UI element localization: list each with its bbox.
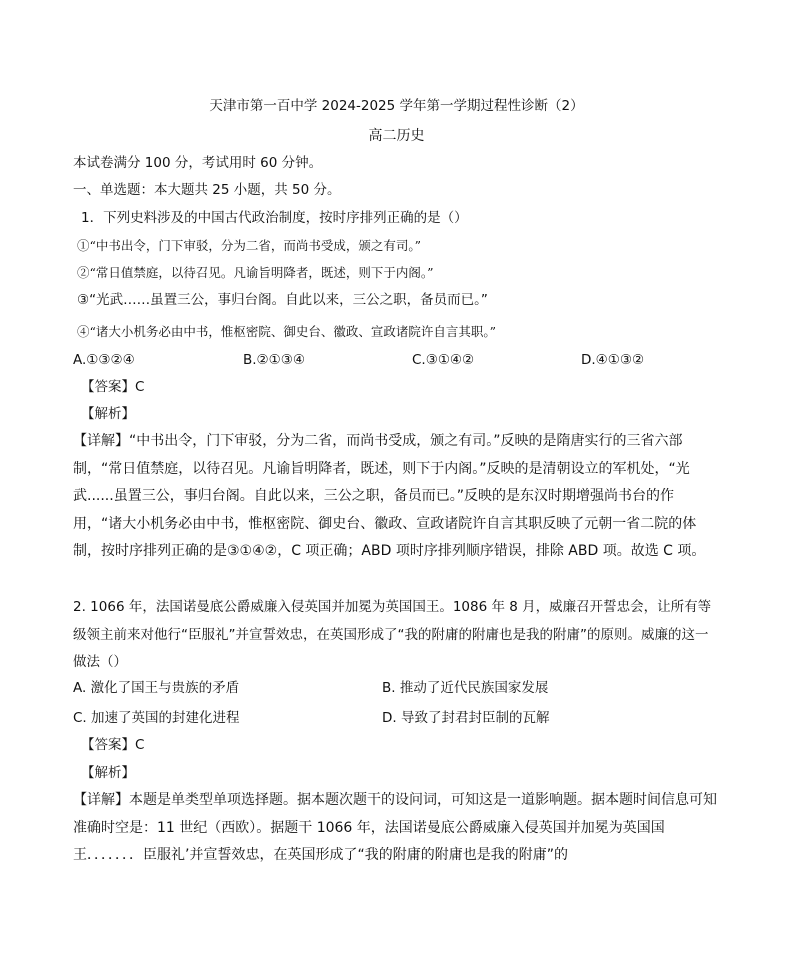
q1-option-b: B.②①③④ (243, 352, 305, 368)
q1-analysis-label: 【解析】 (81, 406, 135, 422)
exam-title: 天津市第一百中学 2024-2025 学年第一学期过程性诊断（2） (209, 98, 584, 114)
q1-answer: 【答案】C (81, 379, 145, 395)
intro-score-line: 本试卷满分 100 分，考试用时 60 分钟。 (73, 155, 323, 171)
q2-detail: 【详解】本题是单类型单项选择题。据本题次题干的设问词，可知这是一道影响题。据本题时间信息可知准确时空是：11 世纪（西欧）。据题干 1066 年，法国诺曼底公爵威廉入侵英国并加冕为英国国王．．．．．．．臣服礼’并宣誓效忠，在英国形成了“我的附庸的附庸也是我的附庸”的 (73, 792, 717, 863)
q1-source-1: ①“中书出令，门下审驳，分为二省，而尚书受成，颁之有司。” (77, 238, 422, 253)
q1-source-3: ③“光武……虽置三公，事归台阁。自此以来，三公之职，备员而已。” (77, 292, 488, 308)
section-heading: 一、单选题：本大题共 25 小题，共 50 分。 (73, 182, 341, 198)
exam-subtitle: 高二历史 (368, 128, 425, 144)
q1-source-2: ②“常日值禁庭，以待召见。凡谕旨明降者，既述，则下于内阁。” (77, 265, 434, 280)
q2-option-d: D. 导致了封君封臣制的瓦解 (382, 710, 550, 726)
q2-option-c: C. 加速了英国的封建化进程 (73, 710, 240, 726)
q2-option-b: B. 推动了近代民族国家发展 (382, 680, 549, 696)
q2-analysis-label: 【解析】 (81, 765, 135, 781)
q2-option-a: A. 激化了国王与贵族的矛盾 (73, 680, 240, 696)
q2-answer: 【答案】C (81, 737, 145, 753)
q1-detail: 【详解】“中书出令，门下审驳，分为二省，而尚书受成，颁之有司。”反映的是隋唐实行的三省六部制，“常日值禁庭，以待召见。凡谕旨明降者，既述，则下于内阁。”反映的是清朝设立的军机处，“光武......虽置三公，事归台阁。自此以来，三公之职，备员而已。”反映的是东汉时期增强尚书台的作用，“诸大小机务必由中书，惟枢密院、御史台、徽政、宣政诸院许自言其职反映了元朝一省二院的体制，按时序排列正确的是③①④②，C 项正确；ABD 项时序排列顺序错误，排除 ABD 项。故选 C 项。 (73, 433, 706, 559)
q1-option-d: D.④①③② (581, 352, 645, 368)
q1-option-a: A.①③②④ (73, 352, 135, 368)
q2-stem: 2. 1066 年，法国诺曼底公爵威廉入侵英国并加冕为英国国王。1086 年 8 月，威廉召开誓忠会，让所有等级领主前来对他行“臣服礼”并宣誓效忠，在英国形成了“我的附庸的附庸也是我的附庸”的原则。威廉的这一做法（） (73, 599, 712, 670)
q1-stem: 1．下列史料涉及的中国古代政治制度，按时序排列正确的是（） (81, 210, 468, 226)
q1-option-c: C.③①④② (412, 352, 475, 368)
q1-source-4: ④“诸大小机务必由中书，惟枢密院、御史台、徽政、宣政诸院许自言其职。” (77, 324, 497, 339)
